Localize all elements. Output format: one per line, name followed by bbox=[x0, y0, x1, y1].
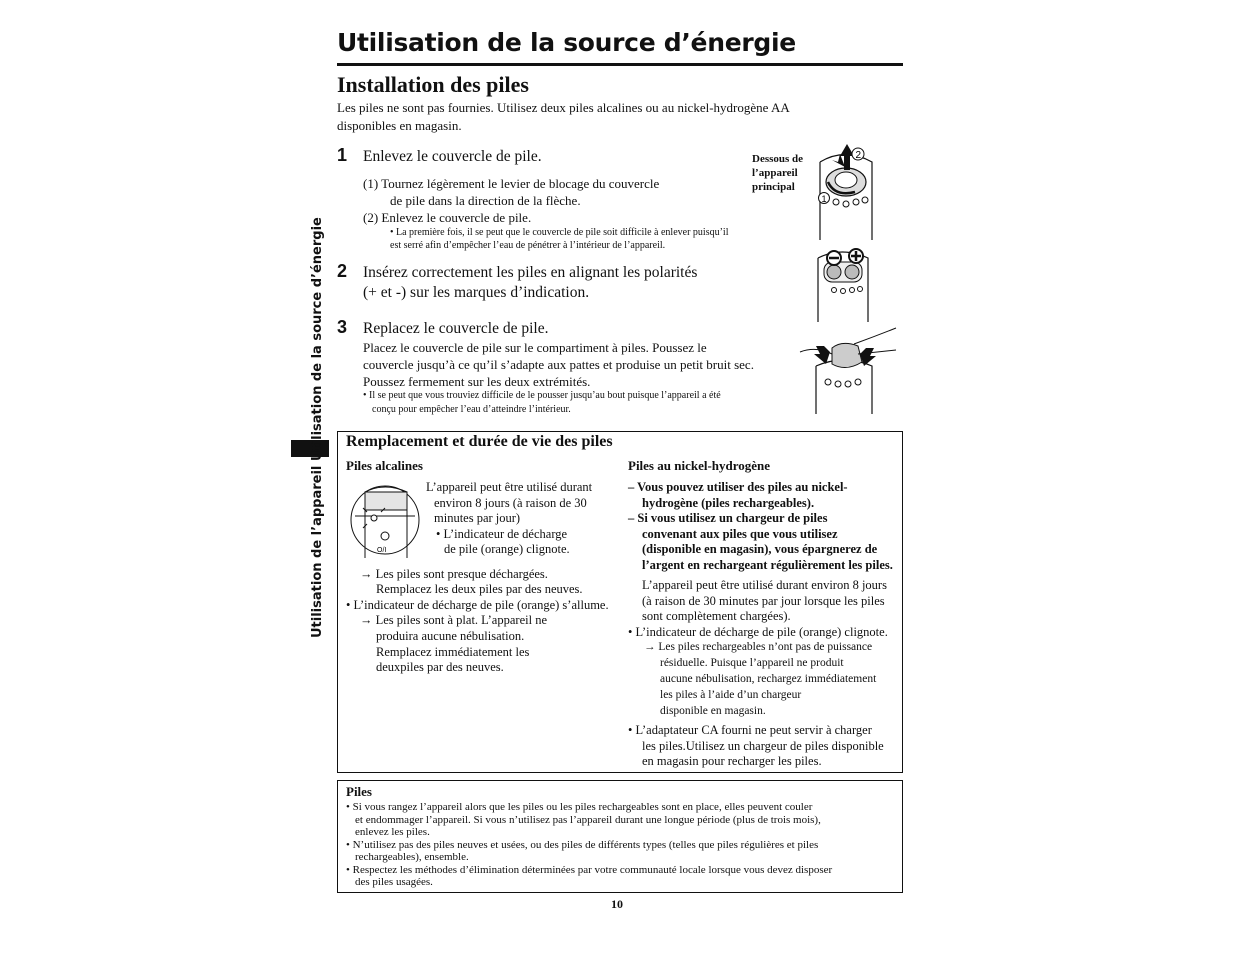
alkaline-heading: Piles alcalines bbox=[346, 458, 423, 473]
step-1-note2: est serré afin d’empêcher l’eau de pénétrer à l’intérieur de l’appareil. bbox=[390, 240, 666, 251]
step-3-number: 3 bbox=[337, 317, 348, 337]
nimh-line: – Vous pouvez utiliser des piles au nickel- bbox=[628, 480, 848, 494]
alk-line: • L’indicateur de décharge bbox=[436, 527, 568, 541]
step-3-note2: conçu pour empêcher l’eau d’atteindre l’intérieur. bbox=[372, 404, 571, 415]
alk-line: → Les piles sont presque déchargées. bbox=[360, 567, 548, 581]
power-icon-label: O/I bbox=[377, 547, 387, 554]
figure-1-caption: Dessous de l’appareil principal bbox=[752, 153, 804, 193]
callout-1: 1 bbox=[821, 194, 827, 204]
piles-warning-line: • Respectez les méthodes d’élimination déterminées par votre communauté locale lorsque vous devez disposer bbox=[346, 864, 833, 876]
step-2-number: 2 bbox=[337, 261, 348, 281]
nimh-line: résiduelle. Puisque l’appareil ne produit bbox=[660, 657, 844, 669]
page-number: 10 bbox=[611, 897, 623, 911]
title-rule bbox=[337, 63, 903, 66]
nimh-line: (disponible en magasin), vous épargnerez de bbox=[642, 542, 878, 556]
nimh-line: convenant aux piles que vous utilisez bbox=[642, 527, 838, 541]
page-title: Utilisation de la source d’énergie bbox=[337, 28, 796, 57]
intro-text: Les piles ne sont pas fournies. Utilisez deux piles alcalines ou au nickel-hydrogène AA disponibles en magasin. bbox=[337, 100, 789, 133]
piles-warning-line: rechargeables), ensemble. bbox=[355, 851, 469, 863]
nimh-line: aucune nébulisation, rechargez immédiatement bbox=[660, 673, 877, 685]
alk-line: → Les piles sont à plat. L’appareil ne bbox=[360, 613, 547, 627]
callout-2: 2 bbox=[855, 150, 862, 161]
step-1-sub1b: de pile dans la direction de la flèche. bbox=[390, 193, 581, 208]
nimh-line: les piles.Utilisez un chargeur de piles disponible bbox=[642, 739, 884, 753]
cover-replace-illustration bbox=[796, 326, 898, 416]
step-1-sub2: (2) Enlevez le couvercle de pile. bbox=[363, 210, 532, 225]
nimh-line: • L’indicateur de décharge de pile (orange) clignote. bbox=[628, 625, 888, 639]
alk-line: produira aucune nébulisation. bbox=[376, 629, 525, 643]
alk-line: deuxpiles par des neuves. bbox=[376, 660, 504, 674]
piles-title: Piles bbox=[346, 784, 372, 799]
battery-cover-removal-illustration bbox=[810, 142, 885, 242]
replacement-title: Remplacement et durée de vie des piles bbox=[346, 433, 613, 450]
step-3-title: Replacez le couvercle de pile. bbox=[363, 320, 549, 337]
piles-warning-line: • N’utilisez pas des piles neuves et usées, ou des piles de différents types (telles que piles régulières et piles bbox=[346, 839, 819, 851]
step-1-sub1: (1) Tournez légèrement le levier de blocage du couvercle bbox=[363, 176, 660, 191]
alk-line: Remplacez immédiatement les bbox=[376, 645, 530, 659]
sidebar-label: Utilisation de l’appareil Utilisation de la source d’énergie bbox=[310, 217, 325, 638]
alk-line: de pile (orange) clignote. bbox=[444, 542, 570, 556]
section-title: Installation des piles bbox=[337, 72, 529, 97]
piles-warning-line: enlevez les piles. bbox=[355, 826, 430, 838]
nimh-line: disponible en magasin. bbox=[660, 705, 766, 717]
nimh-line: L’appareil peut être utilisé durant environ 8 jours bbox=[642, 578, 887, 592]
piles-warning-line: des piles usagées. bbox=[355, 876, 433, 888]
alk-line: environ 8 jours (à raison de 30 bbox=[434, 496, 587, 510]
step-1-number: 1 bbox=[337, 145, 348, 165]
piles-warning-line: • Si vous rangez l’appareil alors que les piles ou les piles rechargeables sont en place, elles peuvent couler bbox=[346, 801, 813, 813]
battery-indicator-illustration bbox=[349, 480, 421, 560]
alk-line: Remplacez les deux piles par des neuves. bbox=[376, 582, 583, 596]
nimh-line: • L’adaptateur CA fourni ne peut servir à charger bbox=[628, 723, 872, 737]
step-1-note: • La première fois, il se peut que le couvercle de pile soit difficile à enlever puisqu’il bbox=[390, 227, 729, 238]
nimh-line: – Si vous utilisez un chargeur de piles bbox=[628, 511, 828, 525]
nimh-line: sont complètement chargées). bbox=[642, 609, 791, 623]
step-3-note1: • Il se peut que vous trouviez difficile de le pousser jusqu’au bout puisque l’appareil a été bbox=[363, 390, 721, 401]
step-3-body1: Placez le couvercle de pile sur le compartiment à piles. Poussez le bbox=[363, 340, 707, 355]
nimh-heading: Piles au nickel-hydrogène bbox=[628, 458, 771, 473]
battery-insertion-illustration bbox=[812, 244, 874, 324]
nimh-line: → Les piles rechargeables n’ont pas de puissance bbox=[644, 641, 873, 653]
nimh-line: hydrogène (piles rechargeables). bbox=[642, 496, 815, 510]
nimh-line: en magasin pour recharger les piles. bbox=[642, 754, 822, 768]
alk-line: • L’indicateur de décharge de pile (orange) s’allume. bbox=[346, 598, 609, 612]
step-2-title: Insérez correctement les piles en alignant les polarités bbox=[363, 264, 698, 281]
alk-line: L’appareil peut être utilisé durant bbox=[426, 480, 593, 494]
step-3-body3: Poussez fermement sur les deux extrémités. bbox=[363, 374, 591, 389]
alk-line: minutes par jour) bbox=[434, 511, 521, 525]
step-2-title2: (+ et -) sur les marques d’indication. bbox=[363, 284, 590, 301]
piles-warning-line: et endommager l’appareil. Si vous n’utilisez pas l’appareil durant une longue période (plus de trois mois), bbox=[355, 814, 821, 826]
step-3-body2: couvercle jusqu’à ce qu’il s’adapte aux pattes et produise un petit bruit sec. bbox=[363, 357, 754, 372]
step-1-title: Enlevez le couvercle de pile. bbox=[363, 148, 542, 165]
nimh-line: l’argent en rechargeant régulièrement les piles. bbox=[642, 558, 893, 572]
nimh-line: (à raison de 30 minutes par jour lorsque les piles bbox=[642, 594, 885, 608]
nimh-line: les piles à l’aide d’un chargeur bbox=[660, 689, 802, 701]
